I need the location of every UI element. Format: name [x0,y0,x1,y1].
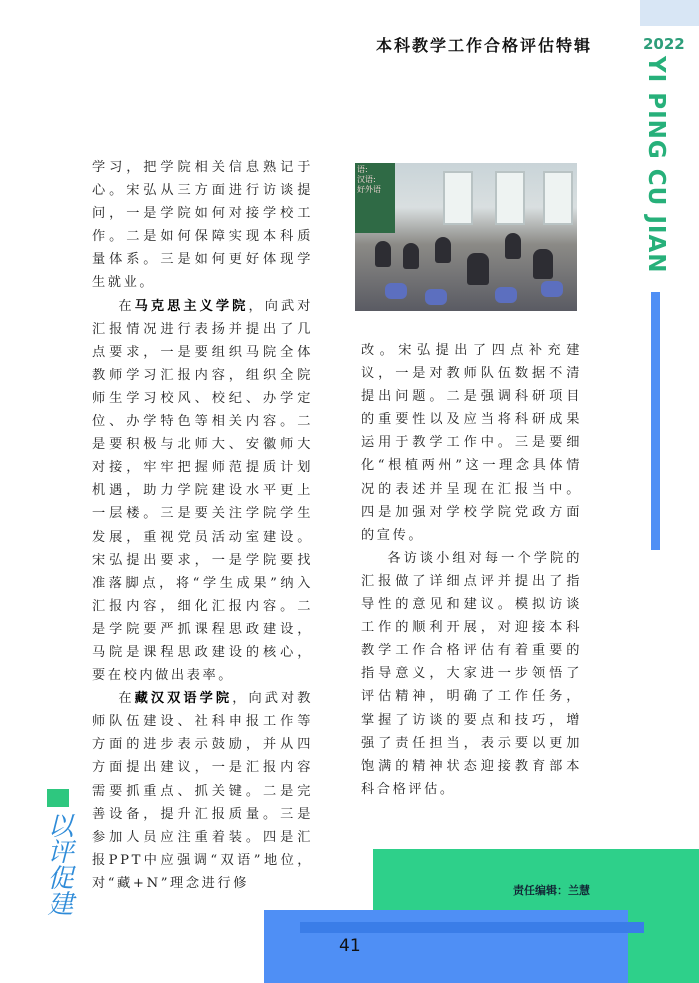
paragraph: 学习，把学院相关信息熟记于心。宋弘从三方面进行访谈提问，一是学院如何对接学校工作。二是如何保障实现本科质量体系。三是如何更好体现学生就业。 [92,160,313,291]
left-text-column [92,156,313,895]
header-year: 2022 [643,35,685,53]
page-number: 41 [339,936,361,956]
person [403,243,419,269]
editor-credit: 责任编辑：兰慧 [513,884,590,897]
seat [495,287,517,303]
person [505,233,521,259]
school-name: 藏汉双语学院 [134,691,233,707]
seat [425,289,447,305]
person [375,241,391,267]
paragraph-bilingual-school: 在藏汉双语学院，向武对教师队伍建设、社科申报工作等方面的进步表示鼓励，并从四方面提出建议，一是汇报内容需要抓重点、抓关键。二是完善设备，提升汇报质量。三是参加人员应注重着装。四是汇报PPT中应强调“双语”地位，对“藏+N”理念进行修 [92,691,313,891]
school-name: 马克思主义学院 [134,298,249,314]
header-title: 本科教学工作合格评估特辑 [376,36,593,55]
paragraph: 各访谈小组对每一个学院的汇报做了详细点评并提出了指导性的意见和建议。模拟访谈工作的顺利开展，对迎接本科教学工作合格评估有着重要的指导意义，大家进一步领悟了评估精神，明确了工作任务，掌握了访谈的要点和技巧，增强了责任担当，表示要以更加饱满的精神状态迎接教育部本科合格评估。 [361,550,582,797]
footer-stripe [300,922,644,933]
paragraph: 改。宋弘提出了四点补充建议，一是对教师队伍数据不清提出问题。二是强调科研项目的重要性以及应当将科研成果运用于教学工作中。三是要细化“根植两州”这一理念具体情况的表述并呈现在汇报当中。四是加强对学校学院党政方面的宣传。 [361,343,582,543]
vertical-brand-text: YI PING CU JIAN [643,56,669,274]
side-slogan: 以评促建 [43,812,73,916]
side-green-block [47,789,69,807]
window [543,171,573,225]
corner-decoration [640,0,699,26]
person [435,237,451,263]
window [443,171,473,225]
window [495,171,525,225]
classroom-photo [355,163,577,311]
seat [541,281,563,297]
footer-blue-block [264,910,628,983]
board-text: 语: 汉语: 好外语 [357,165,381,194]
right-text-column [361,339,582,801]
person [467,253,489,285]
side-accent-bar [651,292,660,550]
paragraph-marxism-school: 在马克思主义学院，向武对汇报情况进行表扬并提出了几点要求，一是要组织马院全体教师学习汇报内容，组织全院师生学习校风、校纪、办学定位、办学特色等相关内容。二是要积极与北师大、安徽师大对接，牢牢把握师范提质计划机遇，助力学院建设水平更上一层楼。三是要关注学院学生发展，重视党员活动室建设。宋弘提出要求，一是学院要找准落脚点，将“学生成果”纳入汇报内容，细化汇报内容。二是学院要严抓课程思政建设，马院是课程思政建设的核心，要在校内做出表率。 [92,298,314,684]
seat [385,283,407,299]
person [533,249,553,279]
